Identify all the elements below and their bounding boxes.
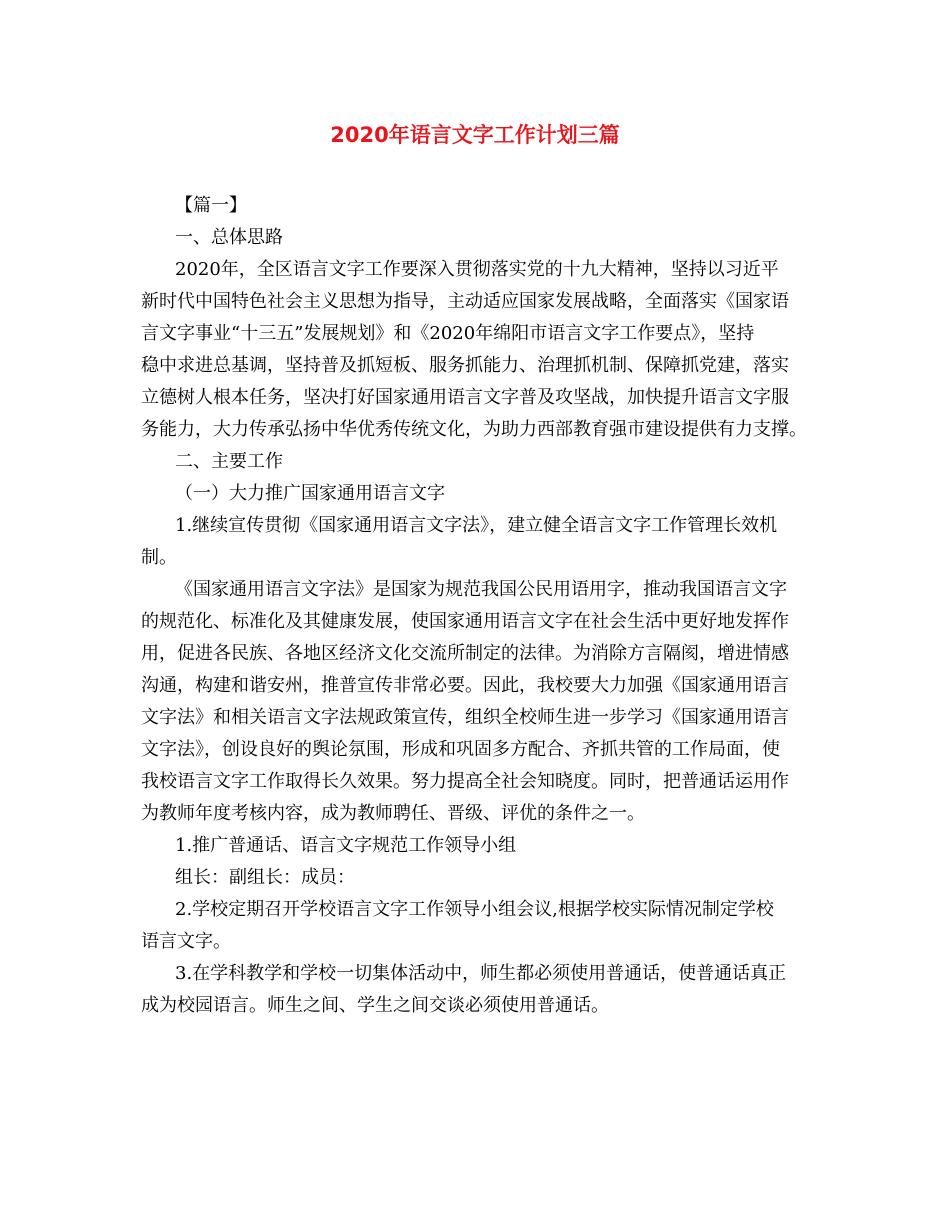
section-heading-part-one: 【篇一】 [175,195,247,216]
paragraph-line: 我校语言文字工作取得长久效果。努力提高全社会知晓度。同时，把普通话运用作 [141,771,789,792]
paragraph-line: 文字法》，创设良好的舆论氛围，形成和巩固多方配合、齐抓共管的工作局面，使 [141,739,780,760]
list-item-line: 组长：副组长：成员： [175,867,355,888]
paragraph-line: 用，促进各民族、各地区经济文化交流所制定的法律。为消除方言隔阂，增进情感 [141,643,789,664]
list-item-line: 1.继续宣传贯彻《国家通用语言文字法》，建立健全语言文字工作管理长效机 [175,515,778,536]
paragraph-line: 文字法》和相关语言文字法规政策宣传，组织全校师生进一步学习《国家通用语言 [141,707,789,728]
list-item-line: 3.在学科教学和学校一切集体活动中，师生都必须使用普通话，使普通话真正 [175,963,787,984]
subheading-promote-language: （一）大力推广国家通用语言文字 [175,483,445,504]
paragraph-line: 务能力，大力传承弘扬中华优秀传统文化，为助力西部教育强市建设提供有力支撑。 [141,419,807,440]
list-item-line: 制。 [141,547,177,568]
paragraph-line: 的规范化、标准化及其健康发展，使国家通用语言文字在社会生活中更好地发挥作 [141,611,789,632]
paragraph-line: 立德树人根本任务，坚决打好国家通用语言文字普及攻坚战，加快提升语言文字服 [141,387,789,408]
document-title: 2020年语言文字工作计划三篇 [330,123,620,147]
document-body [141,190,813,1022]
list-item-line: 成为校园语言。师生之间、学生之间交谈必须使用普通话。 [141,995,609,1016]
list-item-line: 1.推广普通话、语言文字规范工作领导小组 [175,835,517,856]
heading-main-work: 二、主要工作 [175,451,283,472]
paragraph-line: 稳中求进总基调，坚持普及抓短板、服务抓能力、治理抓机制、保障抓党建，落实 [141,355,789,376]
paragraph-line: 言文字事业“十三五”发展规划》和《2020年绵阳市语言文字工作要点》，坚持 [141,323,755,344]
paragraph-line: 《国家通用语言文字法》是国家为规范我国公民用语用字，推动我国语言文字 [175,579,787,600]
list-item-line: 2.学校定期召开学校语言文字工作领导小组会议,根据学校实际情况制定学校 [175,899,774,920]
list-item-line: 语言文字。 [141,931,231,952]
paragraph-line: 2020年，全区语言文字工作要深入贯彻落实党的十九大精神，坚持以习近平 [175,259,779,280]
paragraph-line: 为教师年度考核内容，成为教师聘任、晋级、评优的条件之一。 [141,803,645,824]
heading-general-approach: 一、总体思路 [175,227,283,248]
paragraph-line: 新时代中国特色社会主义思想为指导，主动适应国家发展战略，全面落实《国家语 [141,291,789,312]
paragraph-line: 沟通，构建和谐安州，推普宣传非常必要。因此，我校要大力加强《国家通用语言 [141,675,789,696]
